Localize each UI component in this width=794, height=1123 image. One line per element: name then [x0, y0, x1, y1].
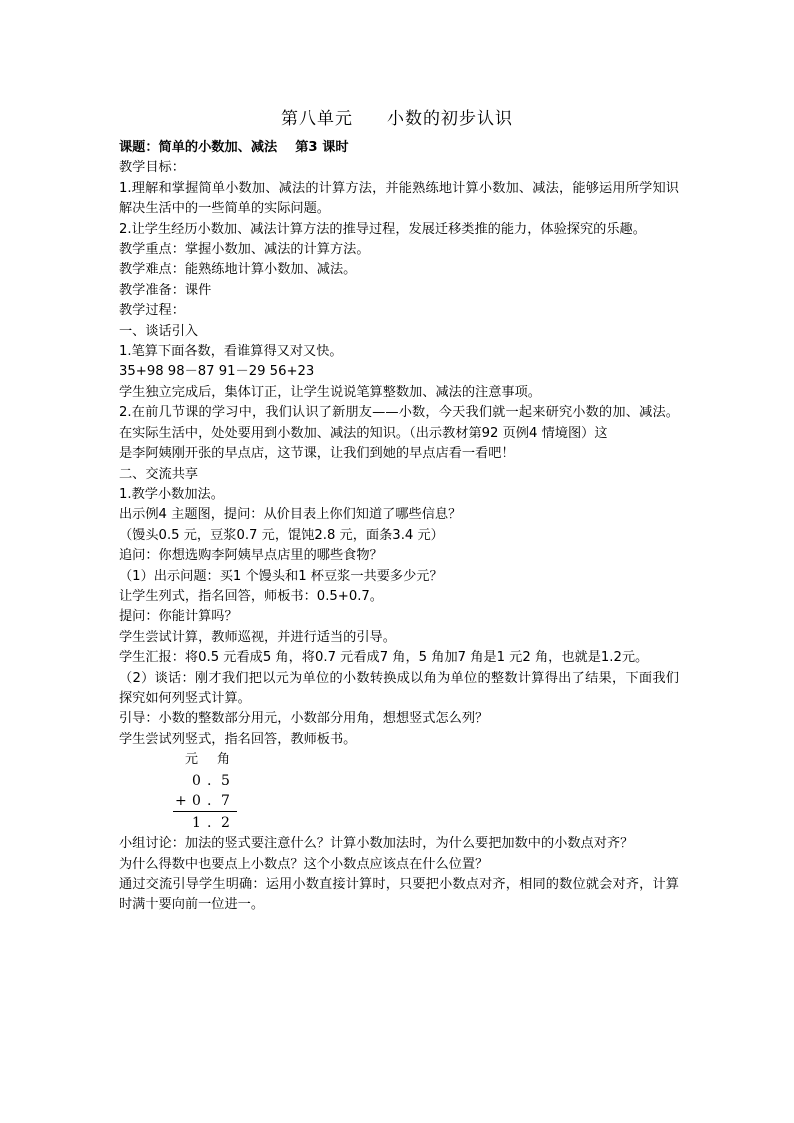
lesson-period: 第3 课时: [295, 140, 349, 155]
s2-board: 学生尝试列竖式，指名回答，教师板书。: [119, 731, 357, 747]
yuan-header: 元: [185, 752, 199, 768]
process-heading: 教学过程：: [119, 303, 185, 319]
goal-1: 1.理解和掌握简单小数加、减法的计算方法，并能熟练地计算小数加、减法，能够运用所学知识解决生活中的一些简单的实际问题。: [119, 180, 679, 217]
s2-follow-up: 追问：你想选购李阿姨早点店里的哪些食物？: [119, 548, 383, 564]
vertical-row-sum: [175, 813, 241, 833]
s2-list-formula: 让学生列式，指名回答，师板书：0.5+0.7。: [119, 588, 383, 604]
s2-question-1: （1）出示问题：买1 个馒头和1 杯豆浆一共要多少元？: [119, 568, 443, 584]
section-2-heading: 二、交流共享: [119, 466, 199, 482]
decimal-point: .: [207, 773, 212, 790]
unit-number: 第八单元: [281, 109, 353, 129]
decimal-point: .: [207, 793, 212, 810]
lesson-heading: [119, 138, 679, 158]
s2-ask-calc: 提问：你能计算吗？: [119, 609, 238, 625]
s2-report: 学生汇报：将0.5 元看成5 角，将0.7 元看成7 角，5 角加7 角是1 元2 角，也就是1.2元。: [119, 650, 649, 666]
vertical-row-addend-2: [175, 791, 241, 811]
s2-conclusion: 通过交流引导学生明确：运用小数直接计算时，只要把小数点对齐，相同的数位就会对齐，计算时满十要向前一位进一。: [119, 877, 679, 913]
s2-why-question: 为什么得数中也要点上小数点？这个小数点应该点在什么位置？: [119, 856, 489, 872]
s2-price-list: （馒头0.5 元，豆浆0.7 元，馄饨2.8 元，面条3.4 元）: [119, 527, 444, 543]
digit: 5: [221, 773, 230, 790]
digit: 1: [192, 815, 201, 832]
plus-sign: +: [175, 793, 187, 810]
s1-calculations: 35+98 98－87 91－29 56+23: [119, 364, 315, 380]
digit: 7: [221, 793, 230, 810]
lesson-label: 课题：简单的小数加、减法: [119, 140, 278, 155]
jiao-header: 角: [217, 752, 231, 768]
preparation: 教学准备：课件: [119, 282, 212, 298]
s2-talk: （2）谈话：刚才我们把以元为单位的小数转换成以角为单位的整数计算得出了结果，下面我们探究如何列竖式计算。: [119, 670, 679, 706]
s1-item-2-continued: 是李阿姨刚开张的早点店，这节课，让我们到她的早点店看一看吧！: [119, 446, 515, 462]
goal-2: 2.让学生经历小数加、减法计算方法的推导过程，发展迁移类推的能力，体验探究的乐趣。: [119, 221, 646, 237]
s2-group-discussion: 小组讨论：加法的竖式要注意什么？计算小数加法时，为什么要把加数中的小数点对齐？: [119, 836, 634, 852]
sum-line: [173, 811, 237, 812]
page-title: [0, 104, 794, 129]
key-point: 教学重点：掌握小数加、减法的计算方法。: [119, 242, 370, 258]
section-1-heading: 一、谈话引入: [119, 323, 199, 339]
difficulty: 教学难点：能熟练地计算小数加、减法。: [119, 262, 357, 278]
unit-title: 小数的初步认识: [387, 109, 513, 129]
goal-heading: 教学目标：: [119, 160, 185, 176]
s1-item-1: 1.笔算下面各数，看谁算得又对又快。: [119, 344, 343, 360]
s2-item-1: 1.教学小数加法。: [119, 486, 224, 502]
digit: 0: [192, 793, 201, 810]
s1-item-2: 2.在前几节课的学习中，我们认识了新朋友——小数，今天我们就一起来研究小数的加、减法。在实际生活中，处处要用到小数加、减法的知识。（出示教材第92 页例4 情境图）这: [119, 405, 679, 441]
vertical-header-row: [175, 750, 241, 770]
s1-note: 学生独立完成后，集体订正，让学生说说笔算整数加、减法的注意事项。: [119, 384, 541, 400]
s2-try: 学生尝试计算，教师巡视，并进行适当的引导。: [119, 629, 396, 645]
digit: 0: [192, 773, 201, 790]
lesson-plan-body: [119, 138, 679, 916]
decimal-point: .: [207, 815, 212, 832]
vertical-row-addend-1: [175, 771, 241, 791]
vertical-addition: [119, 750, 679, 834]
s2-show-example: 出示例4 主题图，提问：从价目表上你们知道了哪些信息？: [119, 507, 462, 523]
s2-guide: 引导：小数的整数部分用元，小数部分用角，想想竖式怎么列？: [119, 711, 489, 727]
digit: 2: [221, 815, 230, 832]
